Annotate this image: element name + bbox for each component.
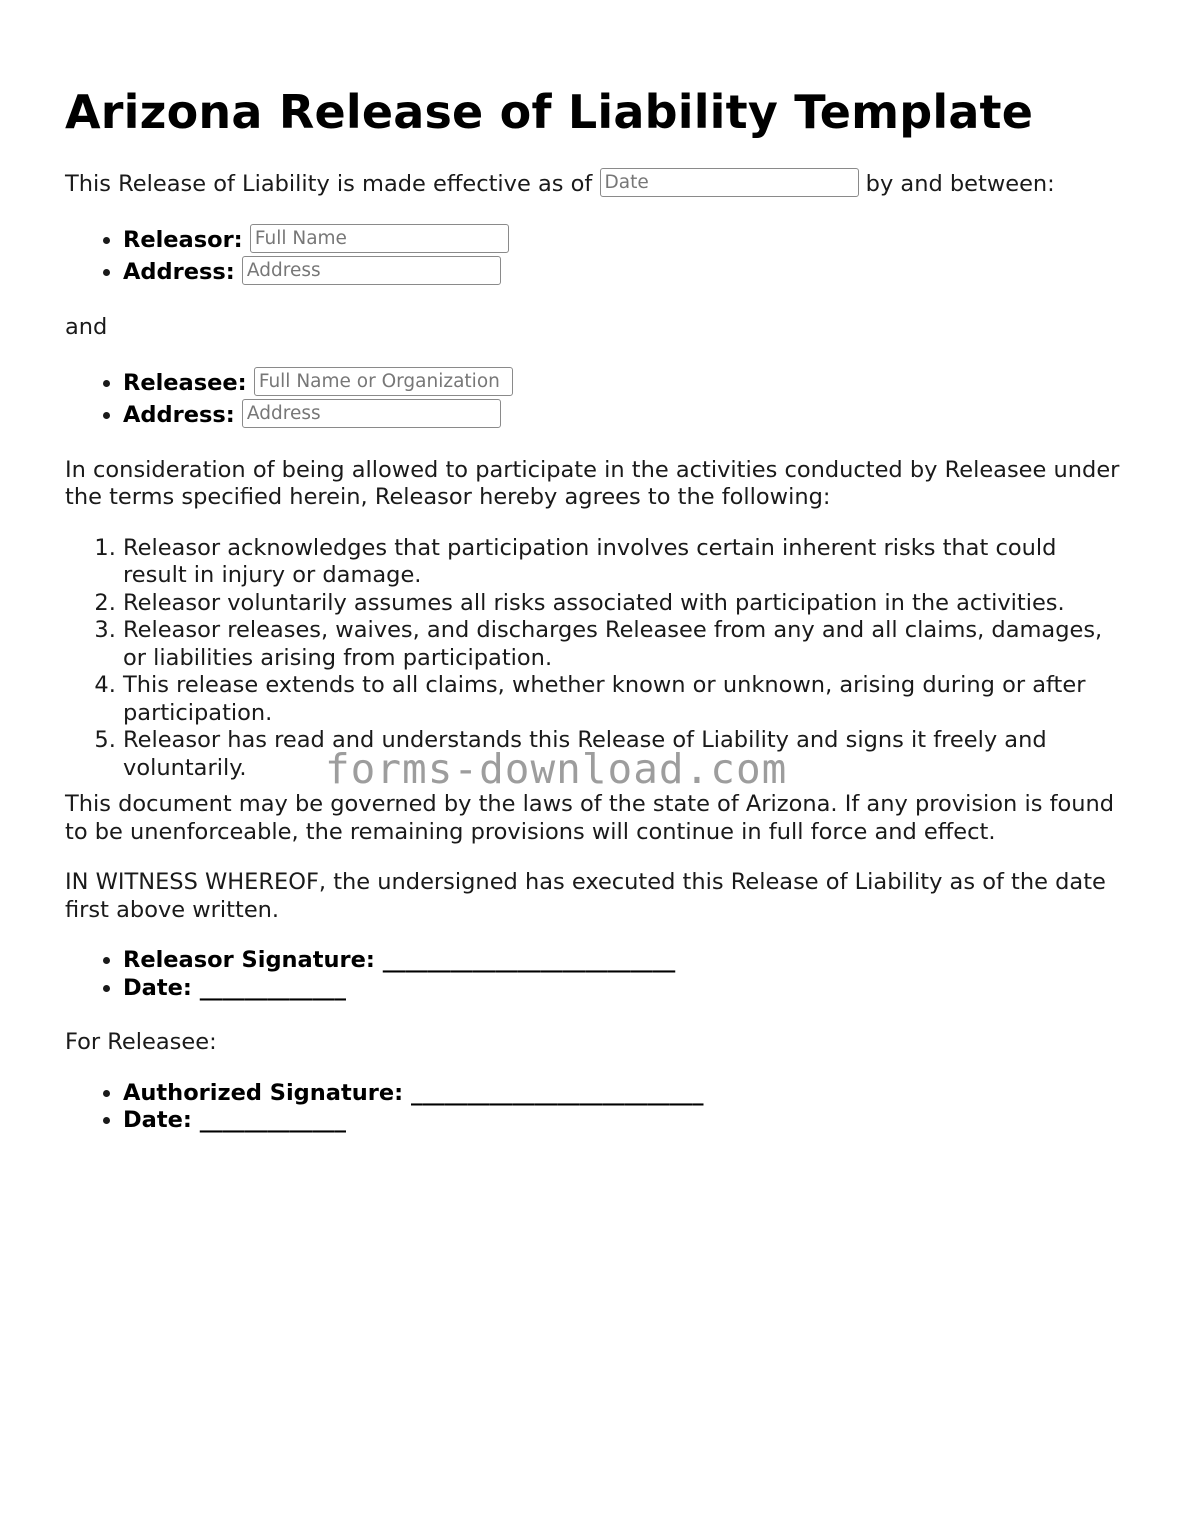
term-item: 3. Releasor releases, waives, and discharges Releasee from any and all claims, damages, or liabilities arising from participation. — [123, 617, 1125, 672]
term-item: 2. Releasor voluntarily assumes all risks associated with participation in the activities. — [123, 590, 1125, 618]
term-item: 1. Releasor acknowledges that participation involves certain inherent risks that could result in injury or damage. — [123, 535, 1125, 590]
releasor-name-input[interactable] — [250, 224, 509, 253]
releasee-details-list — [65, 369, 1125, 430]
releasor-date-line: Date: _____________ — [123, 974, 346, 1001]
releasor-signature-line: Releasor Signature: __________________________ — [123, 947, 676, 973]
releasor-address-input[interactable] — [242, 256, 501, 285]
releasee-date-item — [123, 1107, 1125, 1135]
releasor-address-label: Address: — [123, 259, 235, 285]
releasor-name-item — [123, 226, 1125, 255]
effective-date-input[interactable] — [600, 168, 859, 197]
authorized-signature-line: Authorized Signature: __________________________ — [123, 1079, 704, 1106]
consideration-paragraph: In consideration of being allowed to participate in the activities conducted by Releasee under the terms specified herein, Releasor hereby agrees to the following: — [65, 456, 1120, 510]
releasee-address-label: Address: — [123, 401, 235, 428]
releasee-signature-list — [65, 1080, 1125, 1135]
document-title: Arizona Release of Liability Template — [65, 85, 1034, 139]
releasor-signature-item — [123, 947, 1125, 975]
term-item: 5. Releasor has read and understands this Release of Liability and signs it freely and voluntarily. — [123, 727, 1125, 782]
watermark: forms-download.com — [325, 745, 788, 793]
releasee-name-item — [123, 369, 1125, 398]
releasor-details-list — [65, 226, 1125, 287]
governing-law-paragraph: This document may be governed by the laws of the state of Arizona. If any provision is found to be unenforceable, the remaining provisions will continue in full force and effect. — [65, 791, 1115, 845]
intro-paragraph — [65, 170, 1125, 199]
intro-text-before: This Release of Liability is made effective as of — [65, 171, 593, 197]
releasor-signature-list — [65, 947, 1125, 1002]
releasee-name-label: Releasee: — [123, 369, 247, 396]
releasee-signature-item — [123, 1080, 1125, 1108]
releasee-address-item — [123, 401, 1125, 430]
releasee-date-line: Date: _____________ — [123, 1107, 346, 1133]
releasee-address-input[interactable] — [242, 399, 501, 428]
and-text: and — [65, 314, 108, 340]
for-releasee-heading: For Releasee: — [65, 1029, 217, 1055]
intro-text-after: by and between: — [865, 171, 1055, 197]
term-item: 4. This release extends to all claims, whether known or unknown, arising during or after participation. — [123, 672, 1125, 727]
witness-paragraph: IN WITNESS WHEREOF, the undersigned has executed this Release of Liability as of the date first above written. — [65, 869, 1106, 923]
document-page — [65, 0, 1125, 1162]
releasee-name-input[interactable] — [254, 367, 513, 396]
releasor-date-item — [123, 975, 1125, 1003]
releasor-address-item — [123, 258, 1125, 287]
releasor-name-label: Releasor: — [123, 227, 243, 253]
